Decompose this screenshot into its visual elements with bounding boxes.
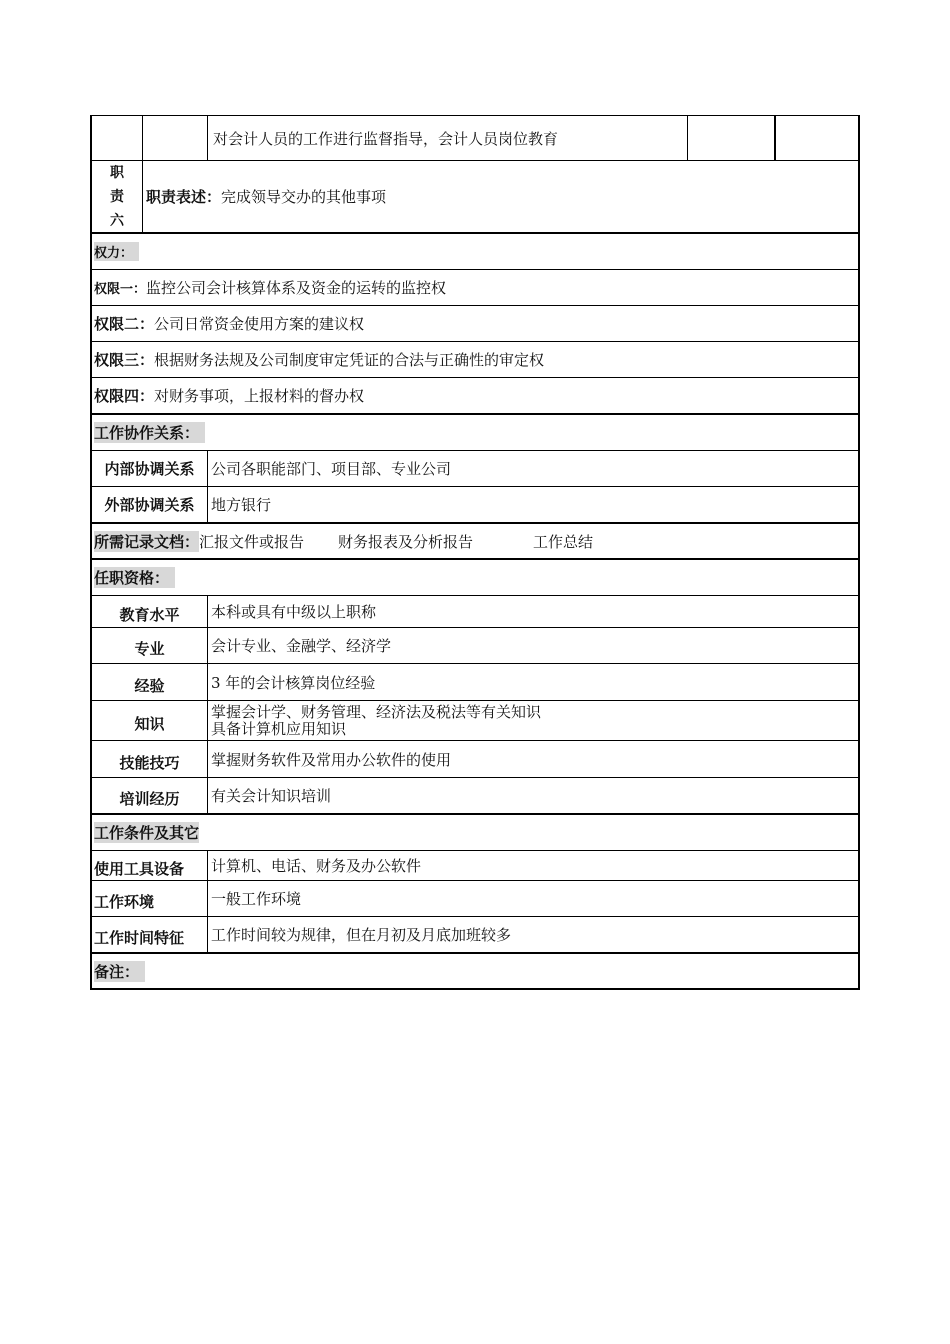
qualification-value-knowledge (207, 701, 858, 740)
authority-item-4-text: 对财务事项，上报材料的督办权 (154, 387, 365, 405)
duty-six-desc (142, 161, 858, 232)
authority-item-3-text: 根据财务法规及公司制度审定凭证的合法与正确性的审定权 (154, 351, 545, 369)
authority-item-4-label: 权限四： (94, 387, 155, 405)
qualification-row-major (90, 628, 860, 664)
records-item-1: 汇报文件或报告 (199, 532, 305, 551)
remarks-row (90, 954, 860, 990)
condition-value-tools: 计算机、电话、财务及办公软件 (207, 851, 858, 880)
condition-value-hours: 工作时间较为规律，但在月初及月底加班较多 (207, 917, 858, 952)
condition-label-hours: 工作时间特征 (94, 929, 185, 947)
duty-six-char-1: 职 (110, 164, 124, 181)
authority-item-1 (90, 270, 860, 306)
authority-item-1-label: 权限一： (94, 282, 147, 297)
authority-item-3 (90, 342, 860, 378)
condition-row-environment (90, 881, 860, 917)
qualification-value-skills: 掌握财务软件及常用办公软件的使用 (207, 741, 858, 777)
authority-item-2-label: 权限二： (94, 315, 155, 333)
qualification-row-experience (90, 664, 860, 701)
authority-item-3-label: 权限三： (94, 351, 155, 369)
duty-number-cell (92, 116, 142, 160)
qualification-value-training: 有关会计知识培训 (207, 778, 858, 813)
qualification-value-knowledge-line-2: 具备计算机应用知识 (211, 719, 347, 738)
qualification-row-knowledge (90, 701, 860, 741)
qualification-label-knowledge: 知识 (134, 715, 165, 733)
remarks-heading: 备注： (94, 954, 145, 988)
qualification-row-education (90, 596, 860, 628)
records-label: 所需记录文档： (94, 532, 200, 551)
qualification-label-experience: 经验 (134, 676, 165, 695)
condition-row-hours (90, 917, 860, 954)
duty-text: 对会计人员的工作进行监督指导，会计人员岗位教育 (207, 116, 687, 160)
condition-label-environment: 工作环境 (94, 893, 155, 911)
duty-row (90, 115, 860, 161)
qualification-value-knowledge-line-1: 掌握会计学、财务管理、经济法及税法等有关知识 (211, 702, 542, 721)
records-item-3: 工作总结 (533, 532, 594, 551)
condition-label-tools: 使用工具设备 (94, 860, 185, 878)
qualification-label-skills: 技能技巧 (119, 753, 180, 772)
authority-heading: 权力： (94, 234, 139, 269)
qualifications-heading: 任职资格： (94, 560, 175, 595)
internal-coordination-row (90, 451, 860, 487)
external-coordination-label: 外部协调关系 (104, 496, 195, 514)
qualification-value-experience: 3 年的会计核算岗位经验 (207, 664, 858, 700)
qualification-label-education: 教育水平 (119, 606, 180, 624)
internal-coordination-value: 公司各职能部门、项目部、专业公司 (207, 451, 858, 486)
qualification-value-major: 会计专业、金融学、经济学 (207, 628, 858, 663)
external-coordination-row (90, 487, 860, 524)
duty-six-row (90, 161, 860, 234)
external-coordination-value: 地方银行 (207, 487, 858, 522)
conditions-heading-row (90, 815, 860, 851)
authority-heading-row (90, 234, 860, 270)
qualification-row-training (90, 778, 860, 815)
authority-item-2 (90, 306, 860, 342)
duty-six-char-2: 责 (110, 188, 124, 205)
cooperation-heading-row (90, 415, 860, 451)
authority-item-1-text: 监控公司会计核算体系及资金的运转的监控权 (146, 279, 447, 297)
qualifications-heading-row (90, 560, 860, 596)
qualification-row-skills (90, 741, 860, 778)
qualification-label-major: 专业 (134, 640, 165, 658)
qualification-label-training: 培训经历 (119, 790, 180, 808)
qualification-value-education: 本科或具有中级以上职称 (207, 596, 858, 627)
authority-item-2-text: 公司日常资金使用方案的建议权 (154, 315, 365, 333)
conditions-heading: 工作条件及其它 (94, 824, 200, 842)
duty-six-char-3: 六 (110, 212, 124, 229)
records-item-2: 财务报表及分析报告 (338, 532, 474, 551)
job-description-table (90, 115, 860, 990)
records-row (90, 524, 860, 560)
duty-extra-cell-2 (774, 116, 858, 160)
cooperation-heading: 工作协作关系： (94, 415, 205, 450)
duty-sub-cell (142, 116, 207, 160)
internal-coordination-label: 内部协调关系 (104, 460, 195, 478)
duty-extra-cell-1 (687, 116, 774, 160)
duty-six-label (92, 161, 142, 232)
condition-row-tools (90, 851, 860, 881)
condition-value-environment: 一般工作环境 (207, 881, 858, 916)
authority-item-4 (90, 378, 860, 415)
duty-six-desc-label: 职责表述： (146, 188, 222, 206)
duty-six-desc-text: 完成领导交办的其他事项 (221, 188, 387, 206)
